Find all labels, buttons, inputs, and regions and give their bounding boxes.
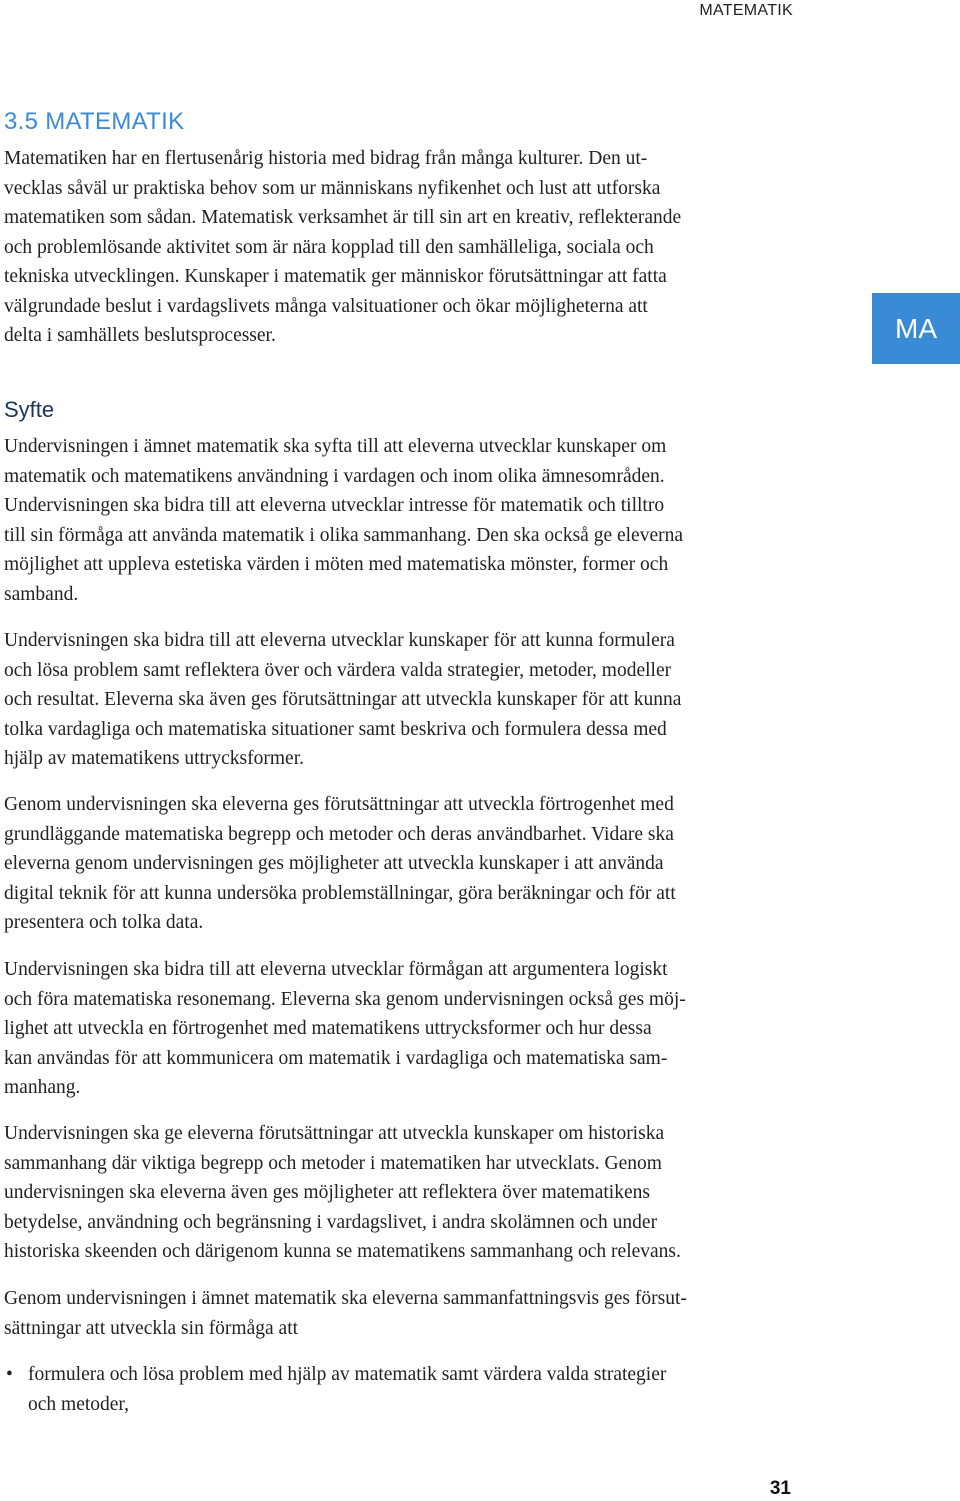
syfte-heading: Syfte <box>4 397 55 422</box>
text-line: Undervisningen ska ge eleverna förutsättningar att utveckla kunskaper om historiska <box>4 1123 665 1144</box>
text-line: historiska skeenden och därigenom kunna se matematikens sammanhang och relevans. <box>4 1241 681 1262</box>
text-line: tekniska utvecklingen. Kunskaper i matematik ger människor förutsättningar att fatta <box>4 266 667 287</box>
text-line: samband. <box>4 583 79 605</box>
text-line: tolka vardagliga och matematiska situationer samt beskriva och formulera dessa med <box>4 718 667 740</box>
text-line: undervisningen ska eleverna även ges möjligheter att reflektera över matematikens <box>4 1182 650 1203</box>
text-line: Genom undervisningen i ämnet matematik ska eleverna sammanfattningsvis ges försut- <box>4 1288 687 1309</box>
text-line: till sin förmåga att använda matematik i olika sammanhang. Den ska också ge eleverna <box>4 524 684 546</box>
text-line: presentera och tolka data. <box>4 912 204 933</box>
text-line: formulera och lösa problem med hjälp av matematik samt värdera valda strategier <box>28 1364 667 1385</box>
text-line: välgrundade beslut i vardagslivets många valsituationer och ökar möjligheterna att <box>4 295 648 317</box>
syfte-paragraph-6 <box>4 1284 794 1343</box>
text-line: Matematiken har en flertusenårig historia med bidrag från många kulturer. Den ut- <box>4 148 648 169</box>
text-line: manhang. <box>4 1077 81 1098</box>
text-line: eleverna genom undervisningen ges möjligheter att utveckla kunskaper i att använda <box>4 853 664 874</box>
text-line: Undervisningen i ämnet matematik ska syfta till att eleverna utvecklar kunskaper om <box>4 436 667 457</box>
syfte-paragraph-3 <box>4 790 794 938</box>
text-line: och resultat. Eleverna ska även ges förutsättningar att utveckla kunskaper för att kunna <box>4 689 682 710</box>
syfte-paragraph-5 <box>4 1119 794 1267</box>
text-line: och problemlösande aktivitet som är nära kopplad till den samhälleliga, sociala och <box>4 236 654 258</box>
text-line: digital teknik för att kunna undersöka problemställningar, göra beräkningar och för att <box>4 882 676 904</box>
bullet-icon: • <box>6 1364 13 1385</box>
text-line: möjlighet att uppleva estetiska värden i möten med matematiska mönster, former och <box>4 554 669 575</box>
section-title: 3.5 MATEMATIK <box>4 108 185 135</box>
text-line: grundläggande matematiska begrepp och metoder och deras användbarhet. Vidare ska <box>4 823 674 845</box>
text-line: och föra matematiska resonemang. Eleverna ska genom undervisningen också ges möj- <box>4 988 686 1010</box>
text-line: vecklas såväl ur praktiska behov som ur människans nyfikenhet och lust att utforska <box>4 177 661 199</box>
text-line: lighet att utveckla en förtrogenhet med matematikens uttrycksformer och hur dessa <box>4 1018 652 1039</box>
syfte-paragraph-4 <box>4 955 794 1103</box>
text-line: betydelse, användning och begränsning i vardagslivet, i andra skolämnen och under <box>4 1211 658 1233</box>
text-line: och lösa problem samt reflektera över och värdera valda strategier, metoder, modeller <box>4 659 672 681</box>
syfte-paragraph-1 <box>4 432 794 609</box>
text-line: hjälp av matematikens uttrycksformer. <box>4 748 304 769</box>
text-line: Undervisningen ska bidra till att eleverna utvecklar kunskaper för att kunna formulera <box>4 630 675 651</box>
text-line: sättningar att utveckla sin förmåga att <box>4 1317 299 1339</box>
text-line: sammanhang där viktiga begrepp och metoder i matematiken har utvecklats. Genom <box>4 1152 662 1174</box>
text-line: Genom undervisningen ska eleverna ges förutsättningar att utveckla förtrogenhet med <box>4 794 674 815</box>
syfte-paragraph-2 <box>4 626 794 774</box>
text-line: delta i samhällets beslutsprocesser. <box>4 325 276 346</box>
text-line: och metoder, <box>28 1393 130 1415</box>
text-line: kan användas för att kommunicera om matematik i vardagliga och matematiska sam- <box>4 1047 668 1069</box>
intro-paragraph <box>4 144 794 351</box>
running-head: MATEMATIK <box>699 2 793 19</box>
page-number: 31 <box>769 1478 791 1499</box>
list-item-text <box>28 1360 666 1419</box>
text-line: Undervisningen ska bidra till att eleverna utvecklar intresse för matematik och tilltro <box>4 495 665 516</box>
text-line: matematiken som sådan. Matematisk verksamhet är till sin art en kreativ, reflekterande <box>4 207 682 228</box>
subject-tab: MA <box>872 293 960 364</box>
text-line: matematik och matematikens användning i vardagen och inom olika ämnesområden. <box>4 465 665 487</box>
text-line: Undervisningen ska bidra till att eleverna utvecklar förmågan att argumentera logiskt <box>4 959 668 980</box>
